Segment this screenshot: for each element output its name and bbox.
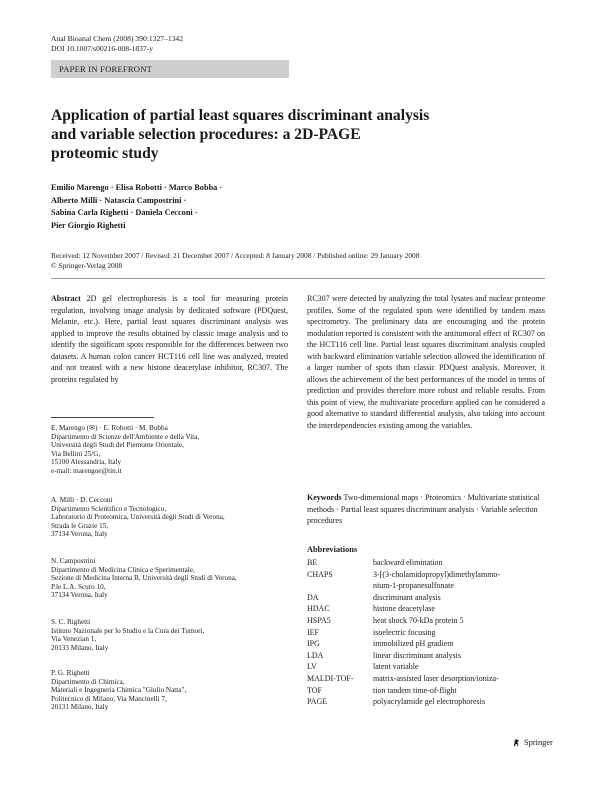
abbreviation-definition: nium-1-propanesulfonate xyxy=(373,581,454,591)
abbreviation-definition: isoelectric focusing xyxy=(373,627,436,637)
abbreviation-term: DA xyxy=(307,592,319,602)
section-banner xyxy=(51,60,289,78)
abbreviation-row xyxy=(307,557,545,569)
abbreviation-row xyxy=(307,650,545,662)
copyright: © Springer-Verlag 2008 xyxy=(51,261,123,270)
abbreviation-row xyxy=(307,569,545,581)
affiliation-line: 15100 Alessandria, Italy xyxy=(51,458,122,467)
abbreviation-row xyxy=(307,696,545,708)
title-line: and variable selection procedures: a 2D-PAGE xyxy=(51,126,361,143)
abbreviation-definition: linear discriminant analysis xyxy=(373,650,461,660)
abbreviation-definition: polyacrylamide gel electrophoresis xyxy=(373,697,485,707)
abbreviation-row xyxy=(307,638,545,650)
author-line: Alberto Milli · Natascia Campostrini · xyxy=(51,195,187,205)
keywords xyxy=(307,492,545,527)
header-divider xyxy=(51,278,545,279)
affiliation-line: Sezione di Medicina Interna B, Università degli Studi di Verona, xyxy=(51,574,237,583)
article-title xyxy=(51,106,551,163)
section-label: PAPER IN FOREFRONT xyxy=(59,64,153,74)
abbreviation-definition: 3-[(3-cholamidopropyl)dimethylammo- xyxy=(373,569,501,579)
abbreviation-definition: latent variable xyxy=(373,662,419,672)
title-line: proteomic study xyxy=(51,145,159,162)
abbreviation-row xyxy=(307,580,545,592)
title-line: Application of partial least squares discriminant analysis xyxy=(51,107,430,124)
keywords-text: Two-dimensional maps · Proteomics · Multivariate statistical methods · Partial least squares discriminant analysis · Variable selection procedures xyxy=(307,493,540,526)
author-list xyxy=(51,182,351,232)
abbreviations-heading: Abbreviations xyxy=(307,545,358,554)
abbreviation-definition: heat shock 70-kDa protein 5 xyxy=(373,615,464,625)
abbreviation-row xyxy=(307,661,545,673)
affiliation-line: P. G. Righetti xyxy=(51,669,90,677)
doi: DOI 10.1007/s00216-008-1837-y xyxy=(51,44,154,53)
abstract-text-right: RC307 were detected by analyzing the total lysates and nuclear proteome profiles. Some of the regulated spots were identified by tandem mass spectrometry. The preliminary data are encouraging and the protein modulation reported is consistent with the antitumoral effect of RC307 on the HCT116 cell line. Partial least squares discriminant analysis coupled with backward elimination variable selection allowed the identification of a larger number of spots than classic PDQuest analysis. Moreover, it allows the achievement of the best performances of the model in terms of prediction and provides therefore more robust and reliable results. From this point of view, the multivariate procedure applied can be considered a good alternative to standard differential analysis, also taking into account the interdependencies existing among the variables. xyxy=(307,294,545,431)
abbreviation-term: HSPA5 xyxy=(307,615,331,625)
abbreviation-term: LV xyxy=(307,662,317,672)
history-dates: Received: 12 November 2007 / Revised: 21 December 2007 / Accepted: 8 January 2008 / Published online: 29 January 2008 xyxy=(51,251,420,260)
affiliation-line: N. Campostrini xyxy=(51,557,96,565)
abbreviation-definition: histone deacetylase xyxy=(373,604,435,614)
affiliation-line: S. C. Righetti xyxy=(51,618,91,626)
publisher-logo xyxy=(512,738,553,747)
abbreviation-term xyxy=(307,580,373,592)
affiliation-line: 37134 Verona, Italy xyxy=(51,591,108,600)
abstract-text-left: 2D gel electrophoresis is a tool for measuring protein regulation, involving image analysis by dedicated software (PDQuest, Melanie, etc.). Here, partial least squares discriminant analysis was applied to improve the results obtained by classic image analysis and to identify the significant spots responsible for the differences between two datasets. A human colon cancer HCT116 cell line was analyzed, treated and not treated with a new histone deacetylase inhibitor, RC307. The proteins regulated by xyxy=(51,294,288,384)
affiliation-line: Politecnico di Milano, Via Mancinelli 7, xyxy=(51,694,167,703)
email-link[interactable]: e-mail: marengoe@tin.it xyxy=(51,466,122,475)
abbreviation-row xyxy=(307,615,545,627)
springer-horse-icon xyxy=(512,738,521,747)
keywords-label: Keywords xyxy=(307,493,342,502)
abbreviation-row xyxy=(307,685,545,697)
abbreviation-row xyxy=(307,603,545,615)
abstract-left xyxy=(51,293,288,385)
abbreviations-list xyxy=(307,557,545,708)
affiliation-line: Dipartimento di Chimica, xyxy=(51,677,125,686)
affiliation-line: Strada le Grazie 15, xyxy=(51,521,109,530)
abbreviation-row xyxy=(307,592,545,604)
affiliation-line: Materiali e Ingegneria Chimica "Giulio Natta", xyxy=(51,686,187,695)
affiliation-block xyxy=(51,618,288,652)
affiliation-line: Dipartimento di Medicina Clinica e Sperimentale, xyxy=(51,565,195,574)
abbreviation-term: HDAC xyxy=(307,604,330,614)
abbreviation-definition: backward elimination xyxy=(373,558,443,567)
affiliation-line: A. Milli · D. Cecconi xyxy=(51,496,113,504)
abbreviation-definition: discriminant analysis xyxy=(373,592,441,602)
affiliation-line: Università degli Studi del Piemonte Orientale, xyxy=(51,441,184,450)
article-history xyxy=(51,251,551,271)
abbreviation-term: BE xyxy=(307,558,318,567)
abbreviation-term: PAGE xyxy=(307,697,328,707)
abbreviation-definition: matrix-assisted laser desorption/ioniza- xyxy=(373,673,499,683)
abbreviation-term: LDA xyxy=(307,650,324,660)
affiliation-line: E. Marengo (✉) · E. Robotti · M. Bobba xyxy=(51,424,168,432)
affiliation-line: Via Bellini 25/G, xyxy=(51,449,101,458)
abbreviation-term: IPG xyxy=(307,639,320,649)
abbreviation-row xyxy=(307,627,545,639)
footnote-divider xyxy=(51,417,154,418)
abstract-right xyxy=(307,293,545,432)
abbreviation-definition: tion tandem time-of-flight xyxy=(373,685,457,695)
publisher-name: Springer xyxy=(524,738,553,747)
author-line: Sabina Carla Righetti · Daniela Cecconi · xyxy=(51,208,198,218)
affiliation-line: 20133 Milano, Italy xyxy=(51,643,109,652)
affiliation-line: Istituto Nazionale per lo Studio e la Cura dei Tumori, xyxy=(51,626,205,635)
affiliation-block xyxy=(51,424,288,476)
abstract-label: Abstract xyxy=(51,294,81,303)
abbreviation-term: TOF xyxy=(307,685,322,695)
abbreviation-definition: immobilized pH gradient xyxy=(373,639,454,649)
abbreviation-row xyxy=(307,673,545,685)
affiliation-line: P.le L.A. Scuro 10, xyxy=(51,582,106,591)
affiliation-line: Laboratorio di Proteomica, Università degli Studi di Verona, xyxy=(51,513,225,522)
affiliation-line: Via Venezian 1, xyxy=(51,635,97,644)
affiliation-line: Dipartimento di Scienze dell'Ambiente e della Vita, xyxy=(51,432,200,441)
journal-citation: Anal Bioanal Chem (2008) 390:1327–1342 xyxy=(51,34,184,43)
affiliation-block xyxy=(51,496,288,539)
affiliation-line: Dipartimento Scientifico e Tecnologico, xyxy=(51,504,167,513)
abbreviation-term: IEF xyxy=(307,627,319,637)
abbreviation-term: MALDI-TOF- xyxy=(307,673,354,683)
affiliation-line: 37134 Verona, Italy xyxy=(51,530,108,539)
author-line: Emilio Marengo · Elisa Robotti · Marco Bobba · xyxy=(51,183,223,192)
affiliation-line: 20131 Milano, Italy xyxy=(51,703,109,712)
affiliation-block xyxy=(51,557,288,600)
author-line: Pier Giorgio Righetti xyxy=(51,220,126,230)
abbreviation-term: CHAPS xyxy=(307,569,333,579)
affiliation-block xyxy=(51,669,288,712)
